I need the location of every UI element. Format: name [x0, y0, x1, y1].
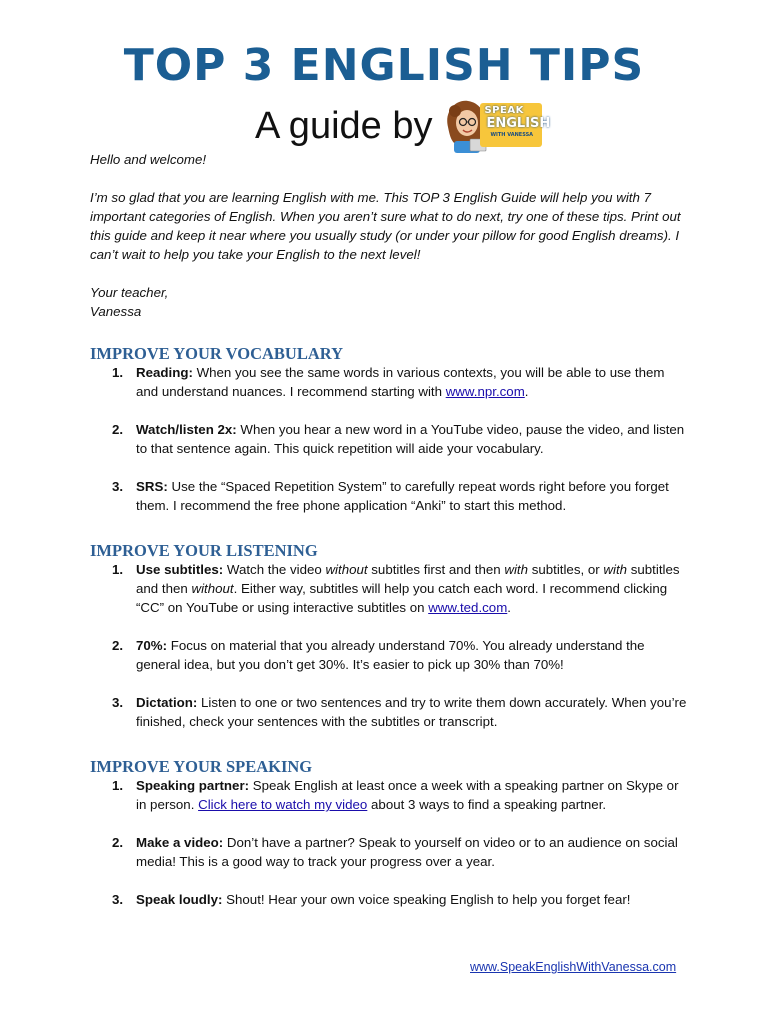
signoff-name: Vanessa — [90, 304, 142, 319]
tip-text: Focus on material that you already understand 70%. You already understand the general idea, but you don’t get 30%. It’s easier to pick up 30% than 70%! — [136, 638, 645, 672]
signoff-line: Your teacher, — [90, 285, 169, 300]
intro-paragraph: I’m so glad that you are learning English with me. This TOP 3 English Guide will help you with 7 important categories of English. When you aren’t sure what to do next, try one of these tips. Print out this guide and keep it near where you usually study (or under your pillow for good English dreams). I can’t wait to help you take your English to the next level! — [90, 190, 681, 262]
list-item — [90, 833, 690, 871]
list-number: 1. — [112, 562, 124, 577]
npr-link[interactable]: www.npr.com — [445, 384, 525, 399]
header — [0, 40, 768, 92]
page-title: TOP 3 ENGLISH TIPS — [123, 40, 645, 91]
list-item — [90, 693, 690, 731]
list-item: 1. Reading: When you see the same words in various contexts, you will be able to use them and understand nuances. I recommend starting with www.npr.com. — [112, 365, 665, 399]
speaking-tips — [90, 776, 690, 909]
tip-label: Make a video: — [136, 835, 224, 850]
ted-link[interactable]: www.ted.com — [428, 600, 508, 615]
footer-website-link[interactable]: www.SpeakEnglishWithVanessa.com — [470, 960, 677, 974]
tip-label: Speaking partner: — [136, 778, 250, 793]
tip-text: Use the “Spaced Repetition System” to carefully repeat words right before you forget them. I recommend the free phone application “Anki” to start this method. — [136, 479, 669, 513]
list-number: 3. — [112, 892, 124, 907]
list-number: 3. — [112, 695, 124, 710]
section-title-listening: IMPROVE YOUR LISTENING — [90, 541, 318, 560]
speak-english-logo — [442, 97, 551, 155]
logo-line-2: ENGLISH — [486, 116, 551, 131]
tip-text: When you see the same words in various contexts, you will be able to use them and understand nuances. I recommend starting with — [136, 365, 665, 399]
tip-text: Listen to one or two sentences and try to write them down accurately. When you’re finished, check your sentences with the subtitles or transcript. — [136, 695, 687, 729]
guide-byline — [255, 94, 551, 158]
list-item: 1. Use subtitles: Watch the video without subtitles first and then with subtitles, or with subtitles and then without. Either way, subtitles will help you catch each word. I recommend clicking “CC” on YouTube or using interactive subtitles on www.ted.com. — [112, 562, 680, 615]
list-number: 3. — [112, 479, 124, 494]
tip-text: When you hear a new word in a YouTube video, pause the video, and listen to that sentence again. This quick repetition will aide your vocabulary. — [136, 422, 685, 456]
list-number: 2. — [112, 835, 124, 850]
section-title-speaking: IMPROVE YOUR SPEAKING — [90, 757, 313, 776]
guide-subtitle: A guide by — [255, 104, 433, 147]
tip-label: SRS: — [136, 479, 168, 494]
tip-label: Use subtitles: — [136, 562, 224, 577]
tip-label: 70%: — [136, 638, 168, 653]
list-number: 2. — [112, 638, 124, 653]
tip-label: Reading: — [136, 365, 193, 380]
tip-label: Watch/listen 2x: — [136, 422, 237, 437]
intro — [90, 150, 690, 321]
tip-label: Dictation: — [136, 695, 198, 710]
watch-video-link[interactable]: Click here to watch my video — [198, 797, 368, 812]
tip-text: Shout! Hear your own voice speaking English to help you forget fear! — [222, 892, 631, 907]
greeting: Hello and welcome! — [90, 152, 207, 167]
list-item — [90, 636, 690, 674]
list-item — [90, 477, 690, 515]
tip-label: Speak loudly: — [136, 892, 223, 907]
list-number: 2. — [112, 422, 124, 437]
vocabulary-tips — [90, 363, 690, 515]
list-number: 1. — [112, 778, 124, 793]
logo-line-3: WITH VANESSA — [490, 132, 534, 138]
list-item — [90, 420, 690, 458]
list-item: 1. Speaking partner: Speak English at least once a week with a speaking partner on Skype or in person. Click here to watch my video about 3 ways to find a speaking partner. — [112, 778, 679, 812]
tip-text: Don’t have a partner? Speak to yourself on video or to an audience on social media! This is a good way to track your progress over a year. — [136, 835, 678, 869]
listening-tips — [90, 560, 690, 731]
tip-text: Speak English at least once a week with a speaking partner on Skype or in person. — [136, 778, 679, 812]
document-body — [90, 150, 690, 909]
list-number: 1. — [112, 365, 124, 380]
logo-line-1: SPEAK — [484, 105, 524, 116]
list-item — [90, 890, 690, 909]
section-title-vocabulary: IMPROVE YOUR VOCABULARY — [90, 344, 344, 363]
